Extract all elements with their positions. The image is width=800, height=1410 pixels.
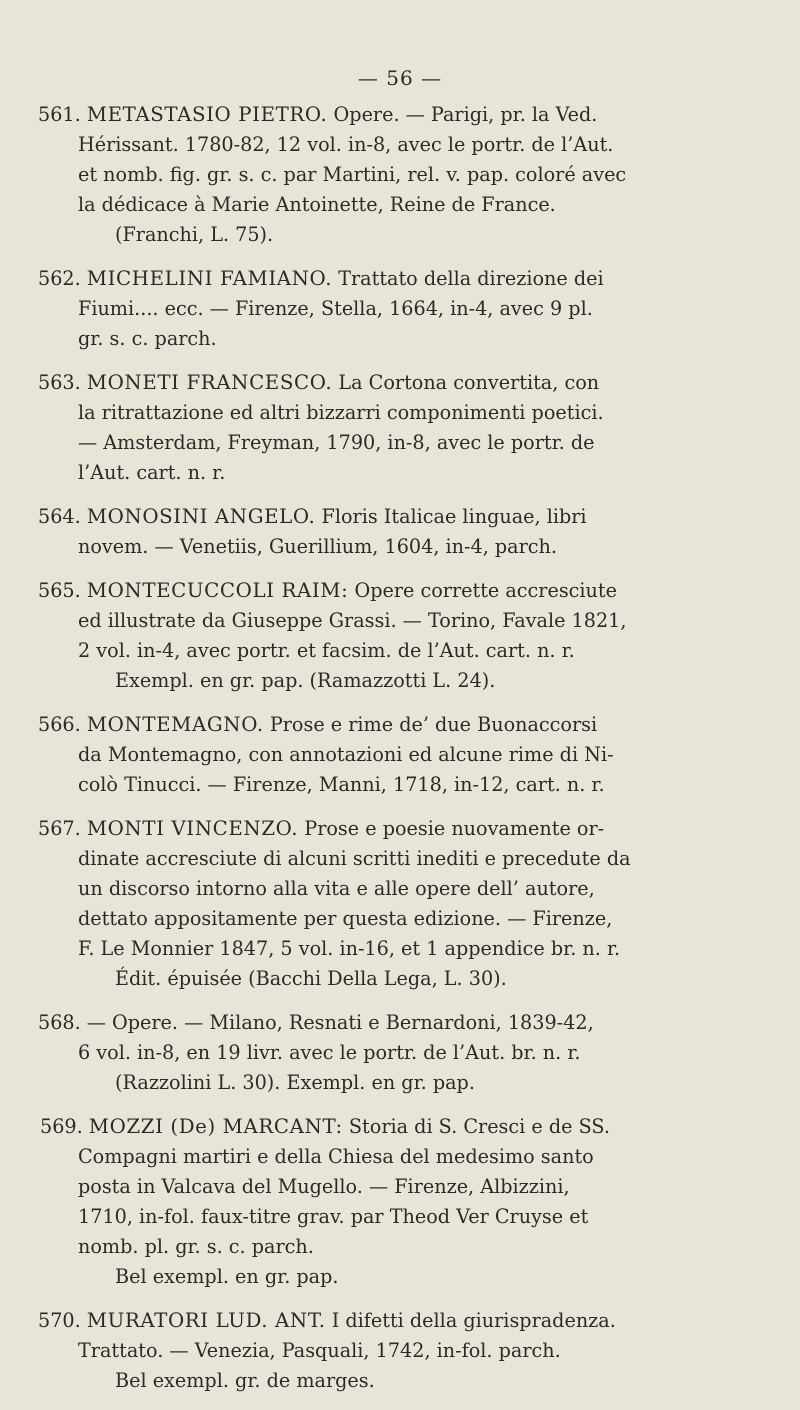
catalogue-entry bbox=[0, 710, 800, 800]
entry-line: novem. — Venetiis, Guerillium, 1604, in-4, parch. bbox=[78, 535, 557, 558]
entry-author: METASTASIO PIETRO. bbox=[86, 103, 328, 126]
entry-number: 570. bbox=[38, 1309, 81, 1332]
entry-author: MONOSINI ANGELO. bbox=[86, 505, 316, 528]
entry-line: nomb. pl. gr. s. c. parch. bbox=[78, 1235, 314, 1258]
entry-line: ed illustrate da Giuseppe Grassi. — Torino, Favale 1821, bbox=[78, 609, 627, 632]
entry-text: Opere. — Parigi, pr. la Ved. bbox=[327, 103, 598, 126]
entry-number: 566. bbox=[38, 713, 81, 736]
entry-line: 6 vol. in-8, en 19 livr. avec le portr. de l’Aut. br. n. r. bbox=[78, 1041, 581, 1064]
entry-first-line bbox=[0, 1306, 800, 1336]
catalogue-entry bbox=[0, 814, 800, 994]
catalogue-entry bbox=[0, 368, 800, 488]
entry-text: Floris Italicae linguae, libri bbox=[315, 505, 587, 528]
entry-first-line bbox=[0, 814, 800, 844]
entry-line: da Montemagno, con annotazioni ed alcune rime di Ni- bbox=[78, 743, 614, 766]
entry-line: colò Tinucci. — Firenze, Manni, 1718, in-12, cart. n. r. bbox=[78, 773, 605, 796]
catalogue-entry bbox=[0, 1306, 800, 1396]
entry-note: Exempl. en gr. pap. (Ramazzotti L. 24). bbox=[115, 669, 496, 692]
entry-author: MOZZI (De) MARCANT: bbox=[88, 1115, 343, 1138]
entry-line: Hérissant. 1780-82, 12 vol. in-8, avec le portr. de l’Aut. bbox=[78, 133, 614, 156]
entry-first-line bbox=[0, 576, 800, 606]
entry-text: Storia di S. Cresci e de SS. bbox=[342, 1115, 610, 1138]
entry-author: MONTECUCCOLI RAIM: bbox=[86, 579, 349, 602]
entry-note: (Franchi, L. 75). bbox=[115, 223, 274, 246]
page-number: — 56 — bbox=[357, 66, 443, 90]
entry-line: Fiumi.... ecc. — Firenze, Stella, 1664, in-4, avec 9 pl. bbox=[78, 297, 593, 320]
entry-line: — Amsterdam, Freyman, 1790, in-8, avec le portr. de bbox=[78, 431, 595, 454]
entry-number: 561. bbox=[38, 103, 81, 126]
entry-author: MONTEMAGNO. bbox=[86, 713, 264, 736]
catalogue-entry bbox=[0, 1008, 800, 1098]
entry-line: gr. s. c. parch. bbox=[78, 327, 217, 350]
entry-line: posta in Valcava del Mugello. — Firenze, Albizzini, bbox=[78, 1175, 570, 1198]
entry-line: dettato appositamente per questa edizione. — Firenze, bbox=[78, 907, 613, 930]
entry-number: 567. bbox=[38, 817, 81, 840]
entry-author: MURATORI LUD. ANT. bbox=[86, 1309, 326, 1332]
entry-number: 569. bbox=[40, 1115, 83, 1138]
entry-text: Trattato della direzione dei bbox=[332, 267, 604, 290]
entries-list bbox=[0, 100, 800, 1410]
entry-first-line bbox=[0, 1008, 800, 1038]
entry-first-line bbox=[0, 264, 800, 294]
entry-line: un discorso intorno alla vita e alle opere dell’ autore, bbox=[78, 877, 595, 900]
catalogue-entry bbox=[0, 100, 800, 250]
entry-text: Prose e poesie nuovamente or- bbox=[298, 817, 605, 840]
entry-line: 1710, in-fol. faux-titre grav. par Theod Ver Cruyse et bbox=[78, 1205, 589, 1228]
entry-text: — Opere. — Milano, Resnati e Bernardoni, 1839-42, bbox=[86, 1011, 594, 1034]
entry-text: Opere corrette accresciute bbox=[348, 579, 617, 602]
entry-first-line bbox=[0, 1112, 800, 1142]
entry-line: la dédicace à Marie Antoinette, Reine de France. bbox=[78, 193, 556, 216]
entry-first-line bbox=[0, 368, 800, 398]
entry-line: Compagni martiri e della Chiesa del medesimo santo bbox=[78, 1145, 594, 1168]
entry-note: Édit. épuisée (Bacchi Della Lega, L. 30). bbox=[115, 967, 507, 990]
catalogue-entry bbox=[0, 576, 800, 696]
entry-line: et nomb. fig. gr. s. c. par Martini, rel. v. pap. coloré avec bbox=[78, 163, 627, 186]
entry-first-line bbox=[0, 100, 800, 130]
catalogue-entry bbox=[0, 502, 800, 562]
entry-line: Trattato. — Venezia, Pasquali, 1742, in-fol. parch. bbox=[78, 1339, 561, 1362]
entry-author: MONETI FRANCESCO. bbox=[86, 371, 333, 394]
catalogue-entry bbox=[0, 264, 800, 354]
entry-author: MONTI VINCENZO. bbox=[86, 817, 299, 840]
entry-note: Bel exempl. en gr. pap. bbox=[115, 1265, 339, 1288]
entry-text: La Cortona convertita, con bbox=[332, 371, 600, 394]
entry-author: MICHELINI FAMIANO. bbox=[86, 267, 333, 290]
entry-first-line bbox=[0, 710, 800, 740]
entry-number: 568. bbox=[38, 1011, 81, 1034]
entry-number: 563. bbox=[38, 371, 81, 394]
entry-number: 564. bbox=[38, 505, 81, 528]
entry-text: I difetti della giurispradenza. bbox=[325, 1309, 616, 1332]
entry-note: (Razzolini L. 30). Exempl. en gr. pap. bbox=[115, 1071, 475, 1094]
entry-text: Prose e rime de’ due Buonaccorsi bbox=[263, 713, 598, 736]
entry-number: 562. bbox=[38, 267, 81, 290]
entry-line: dinate accresciute di alcuni scritti inediti e precedute da bbox=[78, 847, 631, 870]
entry-line: 2 vol. in-4, avec portr. et facsim. de l’Aut. cart. n. r. bbox=[78, 639, 575, 662]
entry-first-line bbox=[0, 502, 800, 532]
catalogue-entry bbox=[0, 1112, 800, 1292]
entry-line: F. Le Monnier 1847, 5 vol. in-16, et 1 appendice br. n. r. bbox=[78, 937, 621, 960]
entry-number: 565. bbox=[38, 579, 81, 602]
entry-note: Bel exempl. gr. de marges. bbox=[115, 1369, 375, 1392]
entry-line: l’Aut. cart. n. r. bbox=[78, 461, 226, 484]
entry-line: la ritrattazione ed altri bizzarri componimenti poetici. bbox=[78, 401, 604, 424]
